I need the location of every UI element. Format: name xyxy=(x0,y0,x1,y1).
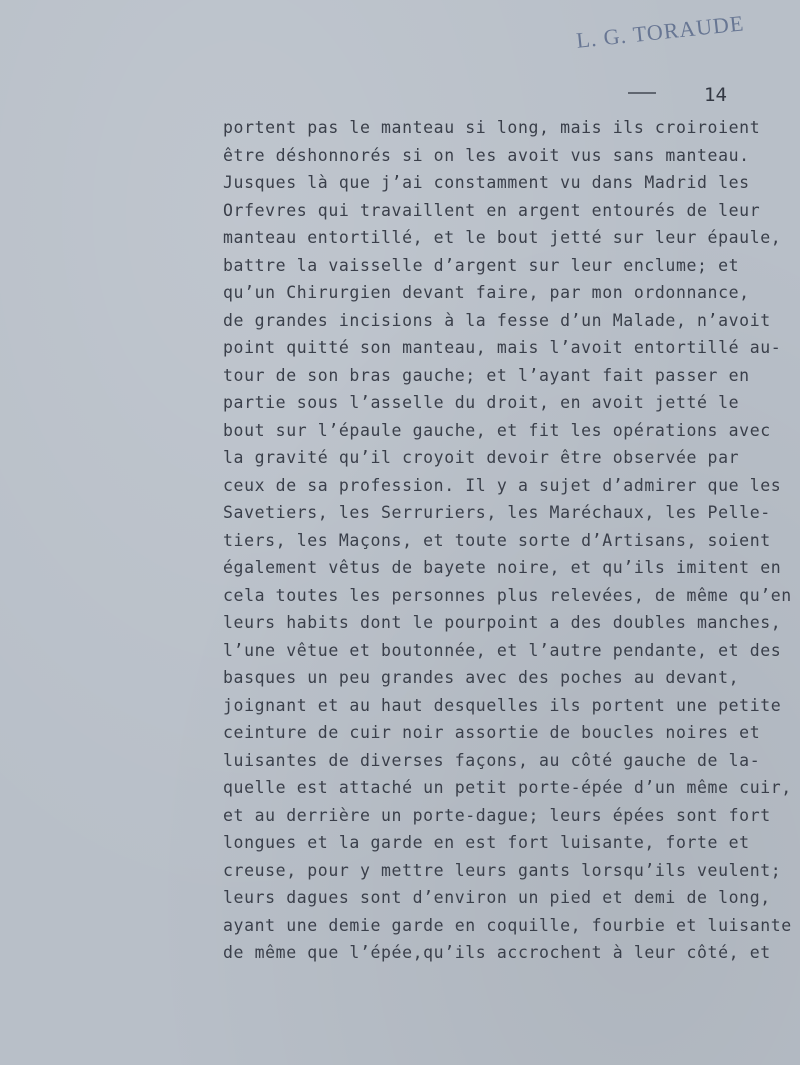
text-line: longues et la garde en est fort luisante, forte et xyxy=(223,833,750,852)
page-number: 14 xyxy=(704,84,727,106)
text-line: également vêtus de bayete noire, et qu’ils imitent en xyxy=(223,558,782,577)
text-line: de même que l’épée,qu’ils accrochent à leur côté, et xyxy=(223,943,771,962)
text-line: qu’un Chirurgien devant faire, par mon ordonnance, xyxy=(223,283,750,302)
text-line: creuse, pour y mettre leurs gants lorsqu’ils veulent; xyxy=(223,860,782,880)
text-line: joignant et au haut desquelles ils portent une petite xyxy=(223,695,782,715)
text-line: battre la vaisselle d’argent sur leur enclume; et xyxy=(223,255,740,275)
text-line: bout sur l’épaule gauche, et fit les opérations avec xyxy=(223,420,771,440)
text-line: tour de son bras gauche; et l’ayant fait passer en xyxy=(223,365,750,385)
text-line: leurs dagues sont d’environ un pied et demi de long, xyxy=(223,888,771,907)
text-line: basques un peu grandes avec des poches au devant, xyxy=(223,668,740,687)
text-line: ceinture de cuir noir assortie de boucles noires et xyxy=(223,723,761,742)
text-line: Jusques là que j’ai constamment vu dans Madrid les xyxy=(223,173,750,192)
text-line: quelle est attaché un petit porte-épée d’un même cuir, xyxy=(223,778,792,797)
text-line: Savetiers, les Serruriers, les Maréchaux, les Pelle- xyxy=(223,503,771,522)
text-line: luisantes de diverses façons, au côté gauche de la- xyxy=(223,750,761,770)
text-line: portent pas le manteau si long, mais ils croiroient xyxy=(223,118,761,137)
text-line: partie sous l’asselle du droit, en avoit jetté le xyxy=(223,393,740,412)
text-line: l’une vêtue et boutonnée, et l’autre pendante, et des xyxy=(223,640,782,660)
text-line: ayant une demie garde en coquille, fourbie et luisante xyxy=(223,915,792,935)
text-line: manteau entortillé, et le bout jetté sur leur épaule, xyxy=(223,228,782,247)
text-line: la gravité qu’il croyoit devoir être observée par xyxy=(223,448,740,467)
page-number-dash xyxy=(628,92,656,94)
text-line: ceux de sa profession. Il y a sujet d’admirer que les xyxy=(223,475,782,495)
owner-stamp: L. G. TORAUDE xyxy=(575,10,746,53)
text-line: point quitté son manteau, mais l’avoit entortillé au- xyxy=(223,338,782,357)
text-line: Orfevres qui travaillent en argent entourés de leur xyxy=(223,200,761,220)
text-line: de grandes incisions à la fesse d’un Malade, n’avoit xyxy=(223,310,771,330)
text-line: leurs habits dont le pourpoint a des doubles manches, xyxy=(223,613,782,632)
text-line: cela toutes les personnes plus relevées, de même qu’en xyxy=(223,585,792,605)
text-line: et au derrière un porte-dague; leurs épées sont fort xyxy=(223,805,771,825)
body-text xyxy=(223,114,798,967)
text-line: être déshonnorés si on les avoit vus sans manteau. xyxy=(223,145,750,165)
text-line: tiers, les Maçons, et toute sorte d’Artisans, soient xyxy=(223,530,771,550)
